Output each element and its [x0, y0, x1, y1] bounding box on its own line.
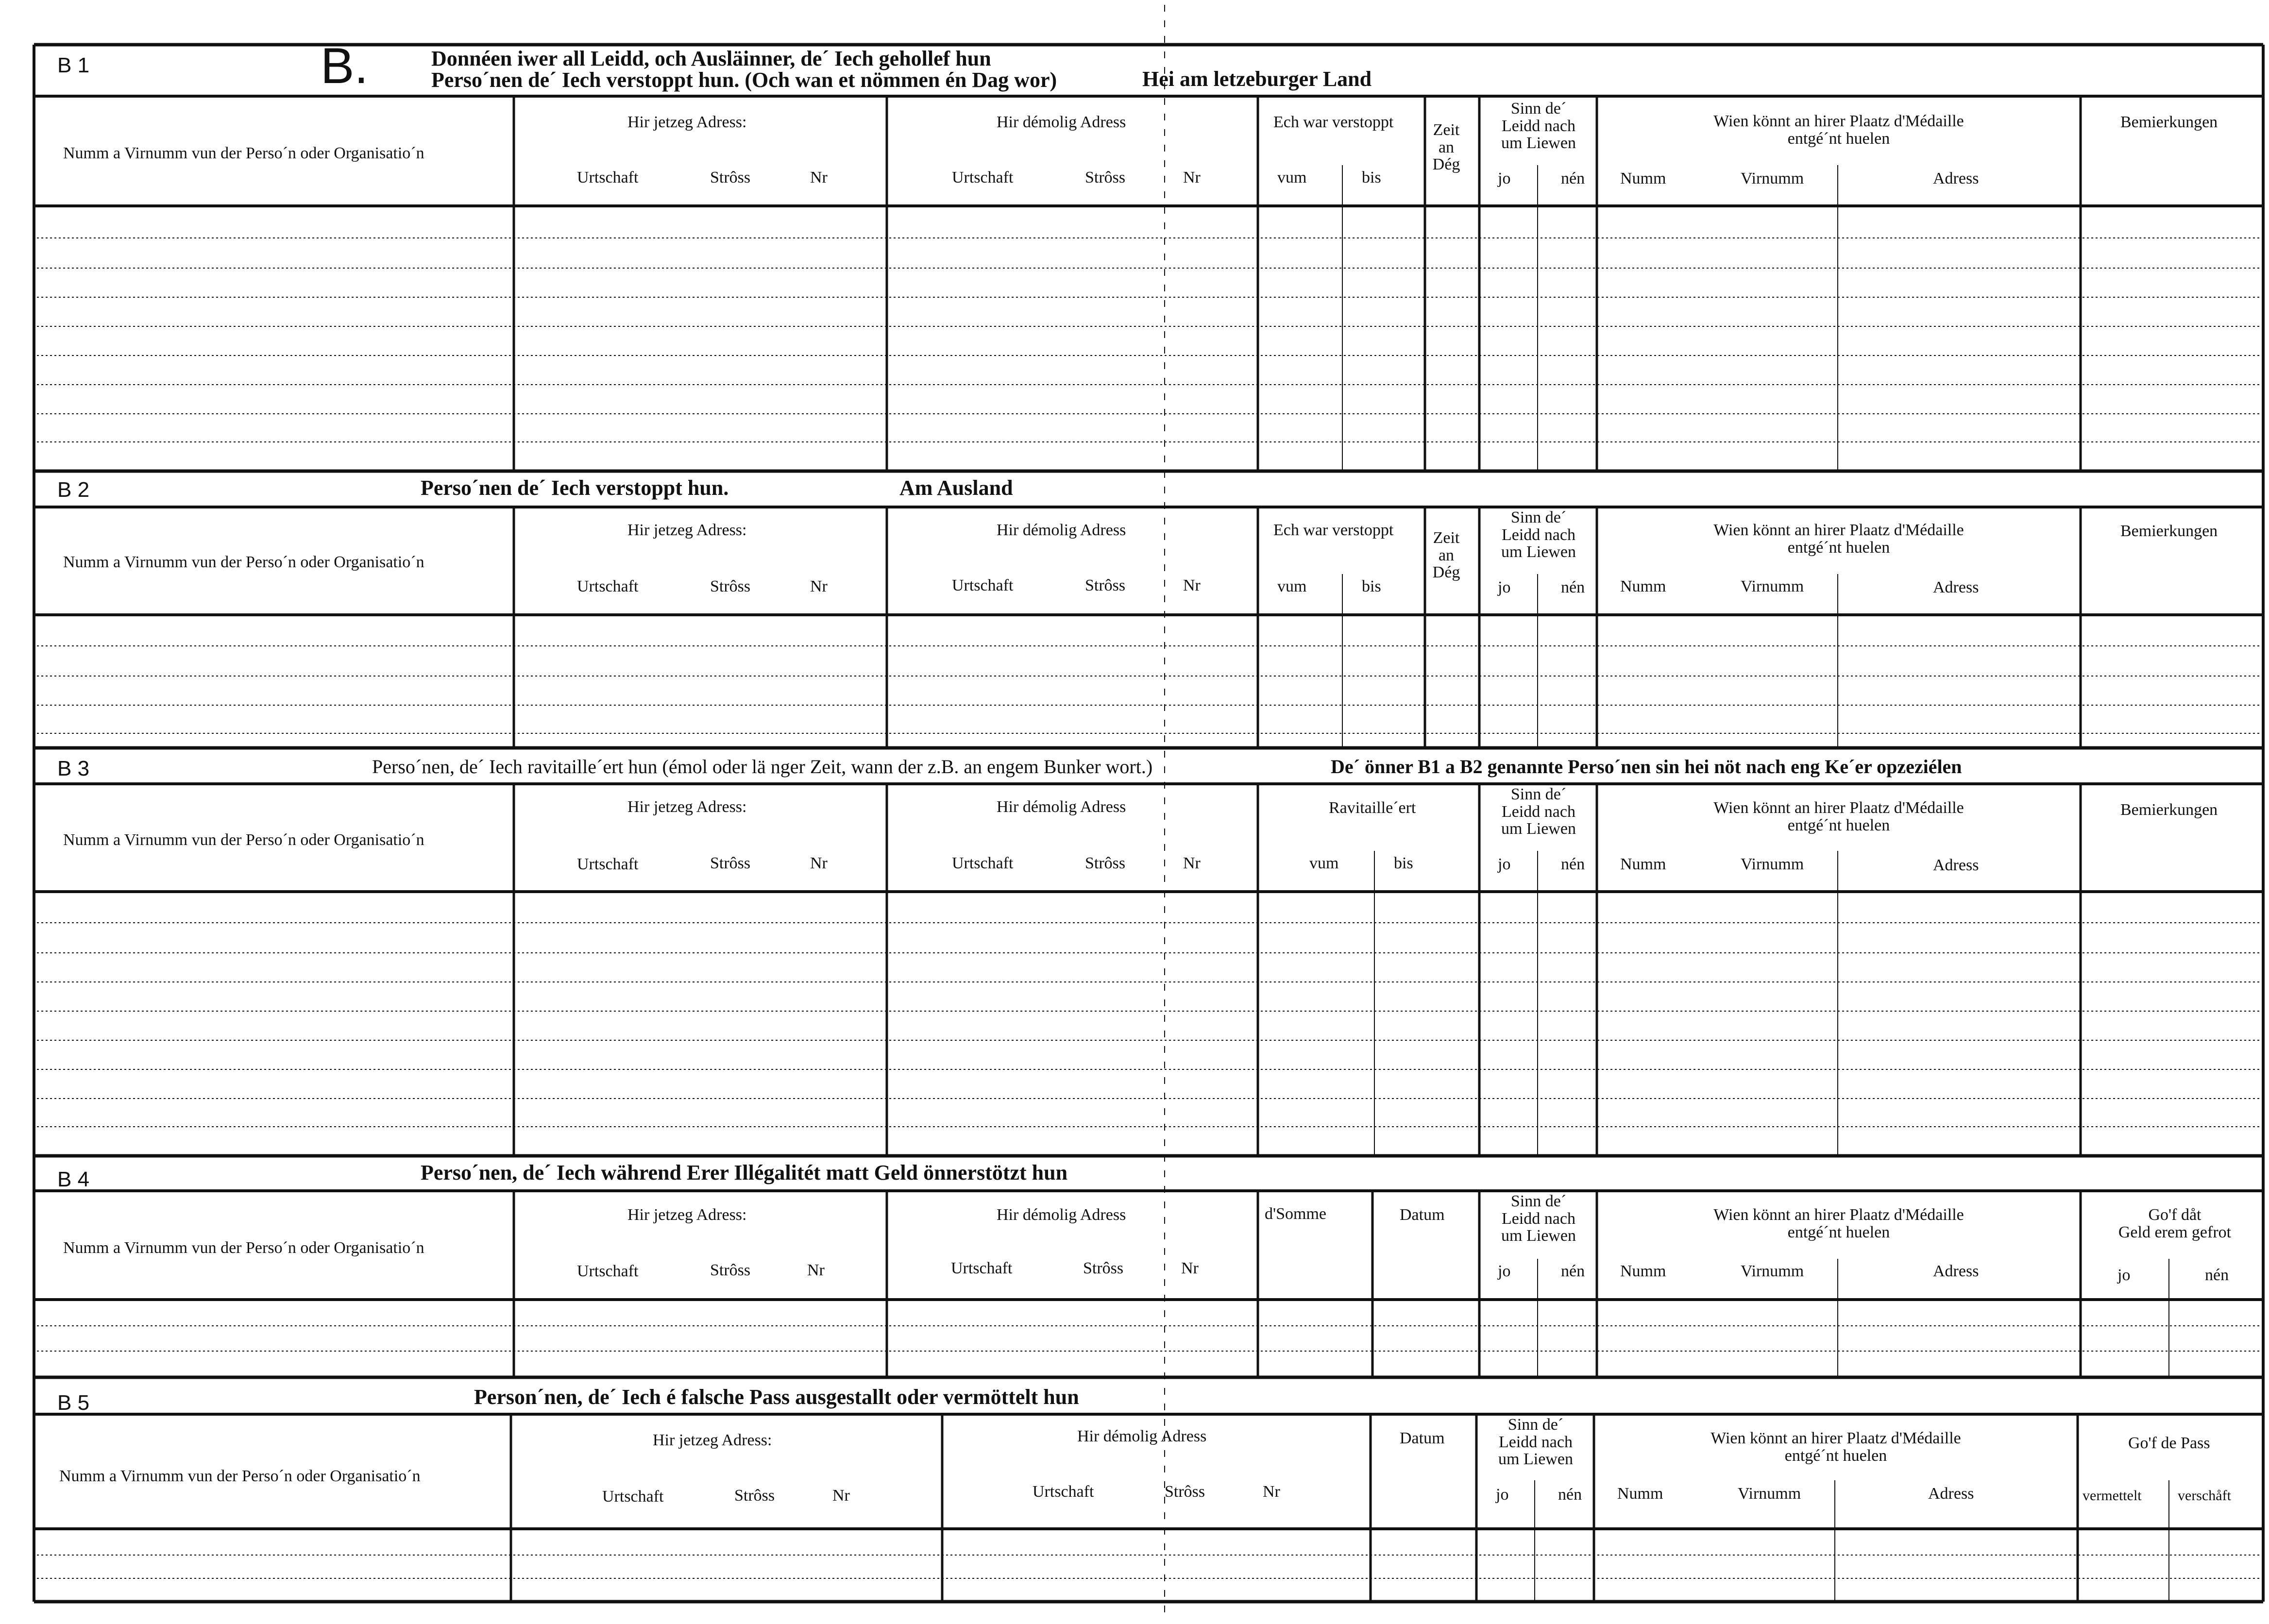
col-former-address-b4: Hir démolig Adress [997, 1206, 1126, 1224]
col-remarks-b2: Bemierkungen [2120, 522, 2218, 540]
col-surname-b5: Virnumm [1738, 1485, 1801, 1503]
col-town2-b2: Urtschaft [952, 576, 1014, 594]
col-no-b2: nén [1561, 578, 1585, 596]
col-surname-b1: Virnumm [1741, 169, 1804, 187]
col-supplied-b3: Ravitaille´ert [1329, 799, 1416, 817]
col-current-address-b3: Hir jetzeg Adress: [627, 798, 747, 816]
col-name-b1: Numm a Virnumm vun der Perso´n oder Organisatio´n [63, 144, 424, 162]
col-to-b2: bis [1362, 577, 1381, 595]
col-current-address-b1: Hir jetzeg Adress: [627, 113, 747, 131]
col-town-b4: Urtschaft [577, 1262, 639, 1280]
col-town-b2: Urtschaft [577, 577, 639, 595]
col-to-b3: bis [1394, 854, 1413, 872]
col-town2-b4: Urtschaft [951, 1259, 1013, 1277]
section-label-b5: B 5 [57, 1391, 90, 1415]
col-no-b5: nén [1558, 1486, 1582, 1504]
col-no-b3: nén [1561, 855, 1585, 873]
col-pass-b5: Go'f de Pass [2128, 1434, 2210, 1452]
col-former-address-b1: Hir démolig Adress [997, 113, 1126, 131]
section-title-b5: Person´nen, de´ Iech é falsche Pass ausgestallt oder vermöttelt hun [474, 1385, 1079, 1409]
col-nr-b2: Nr [810, 577, 828, 595]
col-street2-b5: Strôss [1165, 1483, 1205, 1501]
col-address-b4: Adress [1933, 1262, 1979, 1280]
col-pass-mediated-b5: vermettelt [2083, 1488, 2142, 1504]
col-street2-b4: Strôss [1083, 1259, 1124, 1277]
col-no-b4: nén [1561, 1262, 1585, 1280]
col-nr-b5: Nr [832, 1487, 850, 1505]
col-money-b4: Go'f dåt Geld erem gefrot [2118, 1206, 2232, 1241]
col-address-b5: Adress [1928, 1485, 1974, 1503]
col-date-b5: Datum [1400, 1429, 1445, 1447]
col-remarks-b1: Bemierkungen [2120, 113, 2218, 131]
col-nr2-b3: Nr [1183, 854, 1201, 872]
col-surname-b3: Virnumm [1741, 855, 1804, 873]
col-days-b2: Zeit an Dég [1432, 529, 1460, 582]
form-letter: B. [321, 38, 369, 94]
col-nr-b4: Nr [807, 1261, 825, 1279]
col-street-b4: Strôss [710, 1261, 751, 1279]
col-firstname-b5: Numm [1617, 1485, 1663, 1503]
col-money-no-b4: nén [2205, 1266, 2229, 1284]
section-title-b3: Perso´nen, de´ Iech ravitaille´ert hun (émol oder lä nger Zeit, wann der z.B. an engem Bunker wort.) [372, 756, 1153, 778]
col-surname-b4: Virnumm [1741, 1262, 1804, 1280]
col-days-b1: Zeit an Dég [1432, 121, 1460, 174]
section-label-b3: B 3 [57, 757, 90, 780]
col-current-address-b4: Hir jetzeg Adress: [627, 1206, 747, 1224]
col-firstname-b2: Numm [1620, 577, 1666, 595]
col-medal-b1: Wien könnt an hirer Plaatz d'Médaille entgé´nt huelen [1713, 112, 1964, 148]
section-label-b2: B 2 [57, 478, 90, 502]
col-town-b5: Urtschaft [602, 1488, 664, 1506]
col-current-address-b5: Hir jetzeg Adress: [653, 1431, 772, 1449]
col-medal-b4: Wien könnt an hirer Plaatz d'Médaille entgé´nt huelen [1713, 1206, 1964, 1241]
col-street-b3: Strôss [710, 854, 751, 872]
col-town2-b1: Urtschaft [952, 169, 1014, 186]
col-nr-b1: Nr [810, 169, 828, 186]
col-alive-b2: Sinn de´ Leidd nach um Liewen [1501, 508, 1576, 561]
col-alive-b3: Sinn de´ Leidd nach um Liewen [1501, 785, 1576, 838]
col-street-b5: Strôss [734, 1487, 775, 1505]
col-yes-b4: jo [1498, 1262, 1511, 1280]
col-address-b3: Adress [1933, 856, 1979, 874]
section-location-b2: Am Ausland [899, 476, 1013, 500]
form-title-line1: Donnéen iwer all Leidd, och Ausläinner, de´ Iech gehollef hun [431, 47, 991, 70]
col-alive-b5: Sinn de´ Leidd nach um Liewen [1498, 1416, 1573, 1469]
section-note-b3: De´ önner B1 a B2 genannte Perso´nen sin hei nöt nach eng Ke´er opzeziélen [1331, 756, 1962, 778]
col-firstname-b4: Numm [1620, 1262, 1666, 1280]
col-street2-b3: Strôss [1085, 854, 1126, 872]
col-town-b3: Urtschaft [577, 855, 639, 873]
col-firstname-b1: Numm [1620, 169, 1666, 187]
col-money-yes-b4: jo [2117, 1266, 2131, 1284]
col-name-b4: Numm a Virnumm vun der Perso´n oder Organisatio´n [63, 1239, 424, 1257]
col-address-b1: Adress [1933, 169, 1979, 187]
col-medal-b3: Wien könnt an hirer Plaatz d'Médaille entgé´nt huelen [1713, 799, 1964, 834]
col-firstname-b3: Numm [1620, 855, 1666, 873]
col-nr2-b4: Nr [1181, 1259, 1199, 1277]
col-medal-b5: Wien könnt an hirer Plaatz d'Médaille entgé´nt huelen [1710, 1429, 1961, 1465]
col-address-b2: Adress [1933, 578, 1979, 596]
col-remarks-b3: Bemierkungen [2120, 801, 2218, 819]
col-former-address-b2: Hir démolig Adress [997, 521, 1126, 539]
col-alive-b1: Sinn de´ Leidd nach um Liewen [1501, 100, 1576, 152]
section-title-b2: Perso´nen de´ Iech verstoppt hun. [421, 476, 729, 500]
col-name-b2: Numm a Virnumm vun der Perso´n oder Organisatio´n [63, 553, 424, 571]
col-from-b3: vum [1309, 854, 1339, 872]
col-no-b1: nén [1561, 169, 1585, 187]
col-amount-b4: d'Somme [1265, 1205, 1327, 1223]
col-nr2-b1: Nr [1183, 169, 1201, 186]
col-date-b4: Datum [1400, 1206, 1445, 1224]
col-medal-b2: Wien könnt an hirer Plaatz d'Médaille entgé´nt huelen [1713, 521, 1964, 557]
col-to-b1: bis [1362, 169, 1381, 186]
col-hidden-b1: Ech war verstoppt [1273, 113, 1394, 131]
section-label-b4: B 4 [57, 1167, 90, 1191]
col-street-b1: Strôss [710, 169, 751, 186]
col-street-b2: Strôss [710, 577, 751, 595]
col-name-b5: Numm a Virnumm vun der Perso´n oder Organisatio´n [59, 1467, 421, 1485]
col-street2-b2: Strôss [1085, 576, 1126, 594]
col-town2-b5: Urtschaft [1033, 1483, 1094, 1501]
col-hidden-b2: Ech war verstoppt [1273, 521, 1394, 539]
section-title-b4: Perso´nen, de´ Iech während Erer Illégalitét matt Geld önnerstötzt hun [421, 1161, 1068, 1184]
col-yes-b3: jo [1498, 855, 1511, 873]
col-pass-obtained-b5: verschåft [2178, 1488, 2231, 1504]
col-alive-b4: Sinn de´ Leidd nach um Liewen [1501, 1192, 1576, 1245]
col-nr2-b5: Nr [1263, 1483, 1280, 1501]
col-current-address-b2: Hir jetzeg Adress: [627, 521, 747, 539]
col-from-b2: vum [1277, 577, 1307, 595]
col-nr-b3: Nr [810, 854, 828, 872]
form-title-line2: Perso´nen de´ Iech verstoppt hun. (Och wan et nömmen én Dag wor) [431, 68, 1057, 92]
col-name-b3: Numm a Virnumm vun der Perso´n oder Organisatio´n [63, 831, 424, 849]
col-yes-b1: jo [1498, 169, 1511, 187]
col-yes-b2: jo [1498, 578, 1511, 596]
col-from-b1: vum [1277, 169, 1307, 186]
col-town2-b3: Urtschaft [952, 854, 1014, 872]
section-label-b1: B 1 [57, 53, 90, 77]
col-town-b1: Urtschaft [577, 169, 639, 186]
col-nr2-b2: Nr [1183, 576, 1201, 594]
col-former-address-b3: Hir démolig Adress [997, 798, 1126, 816]
col-former-address-b5: Hir démolig Adress [1077, 1427, 1207, 1445]
col-yes-b5: jo [1496, 1486, 1509, 1504]
form-title-location: Hei am letzeburger Land [1142, 67, 1372, 91]
col-street2-b1: Strôss [1085, 169, 1126, 186]
col-surname-b2: Virnumm [1741, 577, 1804, 595]
